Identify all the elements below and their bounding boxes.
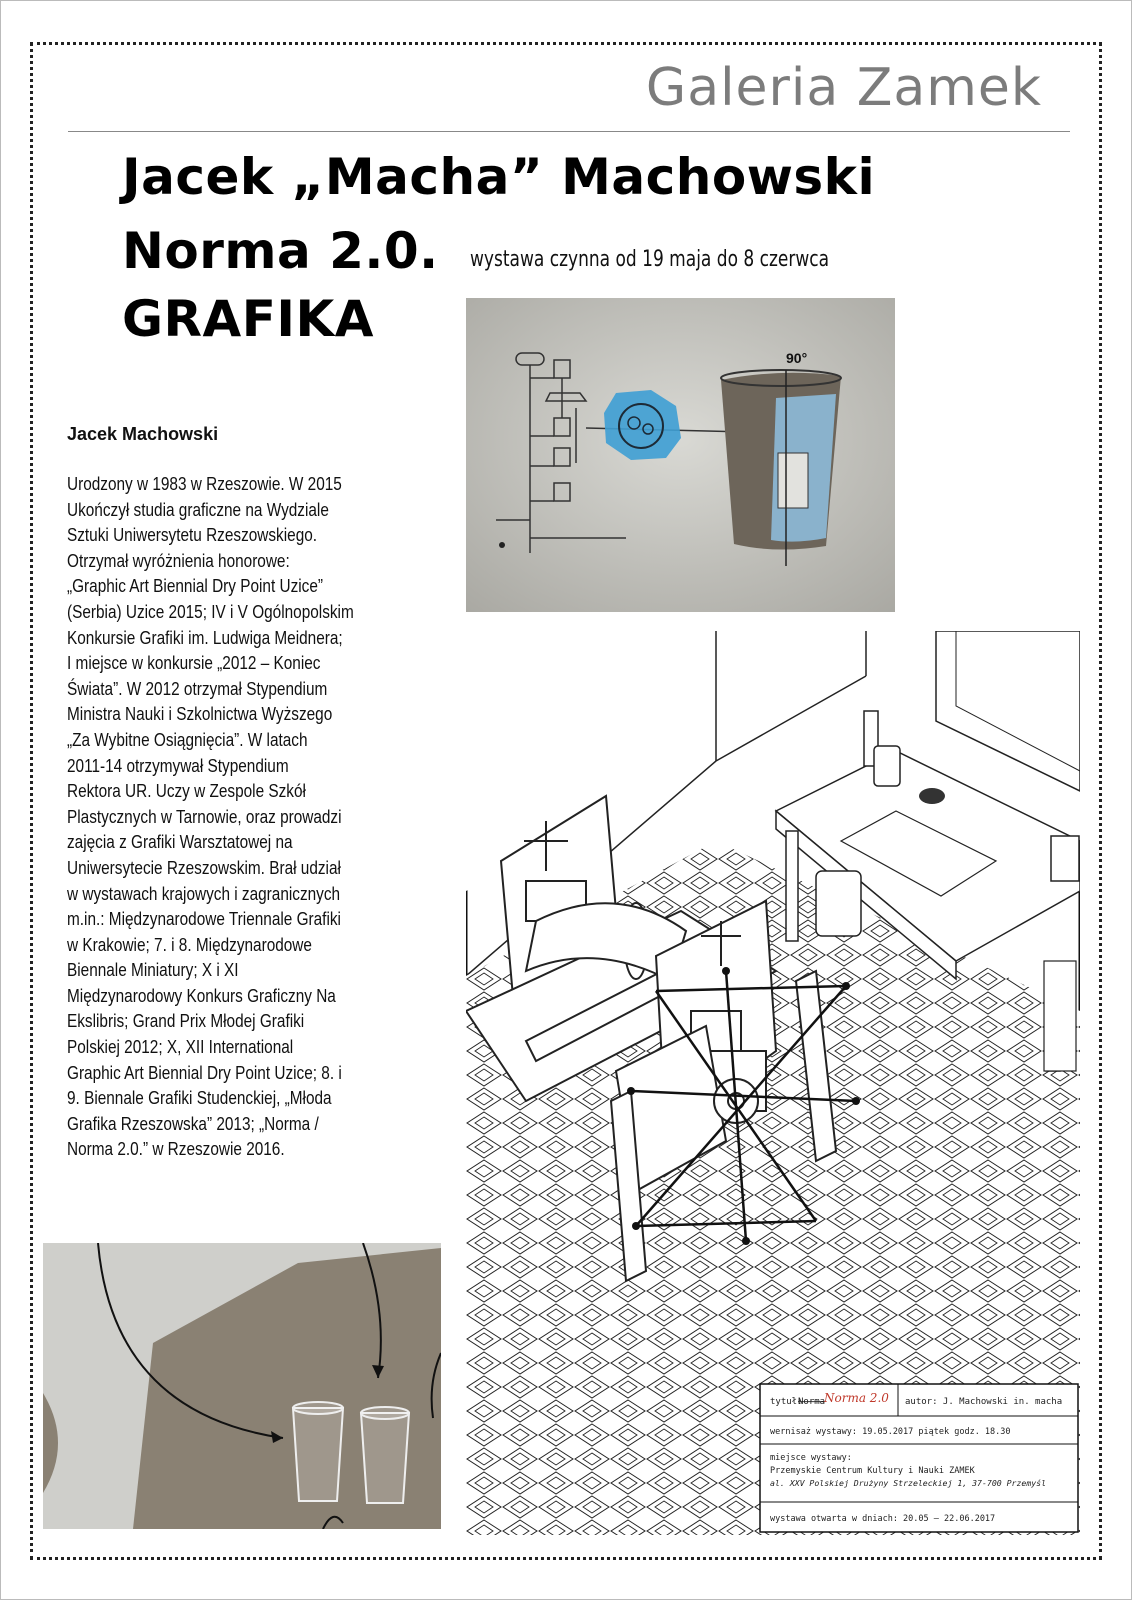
title-label: tytuł: (770, 1397, 803, 1407)
exhibition-title: Norma 2.0. (122, 222, 439, 280)
artwork-printing-press (466, 631, 1080, 1535)
venue-name: Przemyskie Centrum Kultury i Nauki ZAMEK (770, 1466, 975, 1476)
bio-line: w Krakowie; 7. i 8. Międzynarodowe (67, 933, 312, 955)
open-dates: wystawa otwarta w dniach: 20.05 – 22.06.2017 (770, 1514, 996, 1524)
bio-line: Biennale Miniatury; X i XI (67, 959, 239, 981)
venue-label: miejsce wystawy: (770, 1453, 852, 1463)
artwork-glasses (43, 1243, 441, 1529)
bio-line: Graphic Art Biennial Dry Point Uzice; 8. i (67, 1061, 342, 1083)
bio-line: Ukończył studia graficzne na Wydziale (67, 498, 329, 520)
venue-address: al. XXV Polskiej Drużyny Strzeleckiej 1, 37-700 Przemyśl (770, 1478, 1047, 1488)
bio-line: Polskiej 2012; X, XII International (67, 1036, 294, 1058)
title-struck: Norma (798, 1397, 826, 1407)
bio-line: Rektora UR. Uczy w Zespole Szkół (67, 780, 306, 802)
bio-line: I miejsce w konkursie „2012 – Koniec (67, 652, 321, 674)
bio-line: „Graphic Art Biennial Dry Point Uzice” (67, 575, 324, 597)
bio-text (67, 471, 391, 1162)
bio-line: „Za Wybitne Osiągnięcia”. W latach (67, 728, 308, 750)
exhibition-dates: wystawa czynna od 19 maja do 8 czerwca (470, 247, 830, 272)
bio-line: Plastycznych w Tarnowie, oraz prowadzi (67, 805, 342, 827)
title-author: autor: J. Machowski in. macha (905, 1397, 1063, 1407)
bio-line: Konkursie Grafiki im. Ludwiga Meidnera; (67, 626, 343, 648)
bio-line: (Serbia) Uzice 2015; IV i V Ogólnopolskim (67, 600, 354, 622)
bio-line: w wystawach krajowych i zagranicznych (67, 882, 341, 904)
opening-date: wernisaż wystawy: 19.05.2017 piątek godz. 18.30 (770, 1427, 1011, 1437)
bio-line: Świata”. W 2012 otrzymał Stypendium (67, 677, 328, 699)
bio-line: Otrzymał wyróżnienia honorowe: (67, 549, 290, 571)
bio-line: m.in.: Międzynarodowe Triennale Grafiki (67, 908, 341, 930)
bio-line: Urodzony w 1983 w Rzeszowie. W 2015 (67, 473, 342, 494)
gallery-name: Galeria Zamek (645, 58, 1042, 118)
bio-heading: Jacek Machowski (67, 424, 219, 444)
title-handwritten: Norma 2.0 (824, 1391, 889, 1405)
bio-line: Uniwersytecie Rzeszowskim. Brał udział (67, 856, 341, 878)
bio-line: Ekslibris; Grand Prix Młodej Grafiki (67, 1010, 305, 1032)
header-rule (68, 131, 1070, 132)
bio-line: Ministra Nauki i Szkolnictwa Wyższego (67, 703, 333, 725)
bio-line: Norma 2.0.” w Rzeszowie 2016. (67, 1138, 285, 1160)
bio-line: Międzynarodowy Konkurs Graficzny Na (67, 984, 336, 1006)
exhibition-category: GRAFIKA (122, 290, 374, 348)
bio-line: 2011-14 otrzymywał Stypendium (67, 754, 289, 776)
bio-line: Grafika Rzeszowska” 2013; „Norma / (67, 1112, 319, 1134)
bio-line: Sztuki Uniwersytetu Rzeszowskiego. (67, 524, 318, 546)
bio-line: zajęcia z Grafiki Warsztatowej na (67, 831, 293, 853)
angle-label: 90° (786, 350, 808, 366)
artist-name: Jacek „Macha” Machowski (122, 148, 876, 206)
artwork-diagram-cup (466, 298, 895, 612)
bio-line: 9. Biennale Grafiki Studenckiej, „Młoda (67, 1087, 332, 1109)
